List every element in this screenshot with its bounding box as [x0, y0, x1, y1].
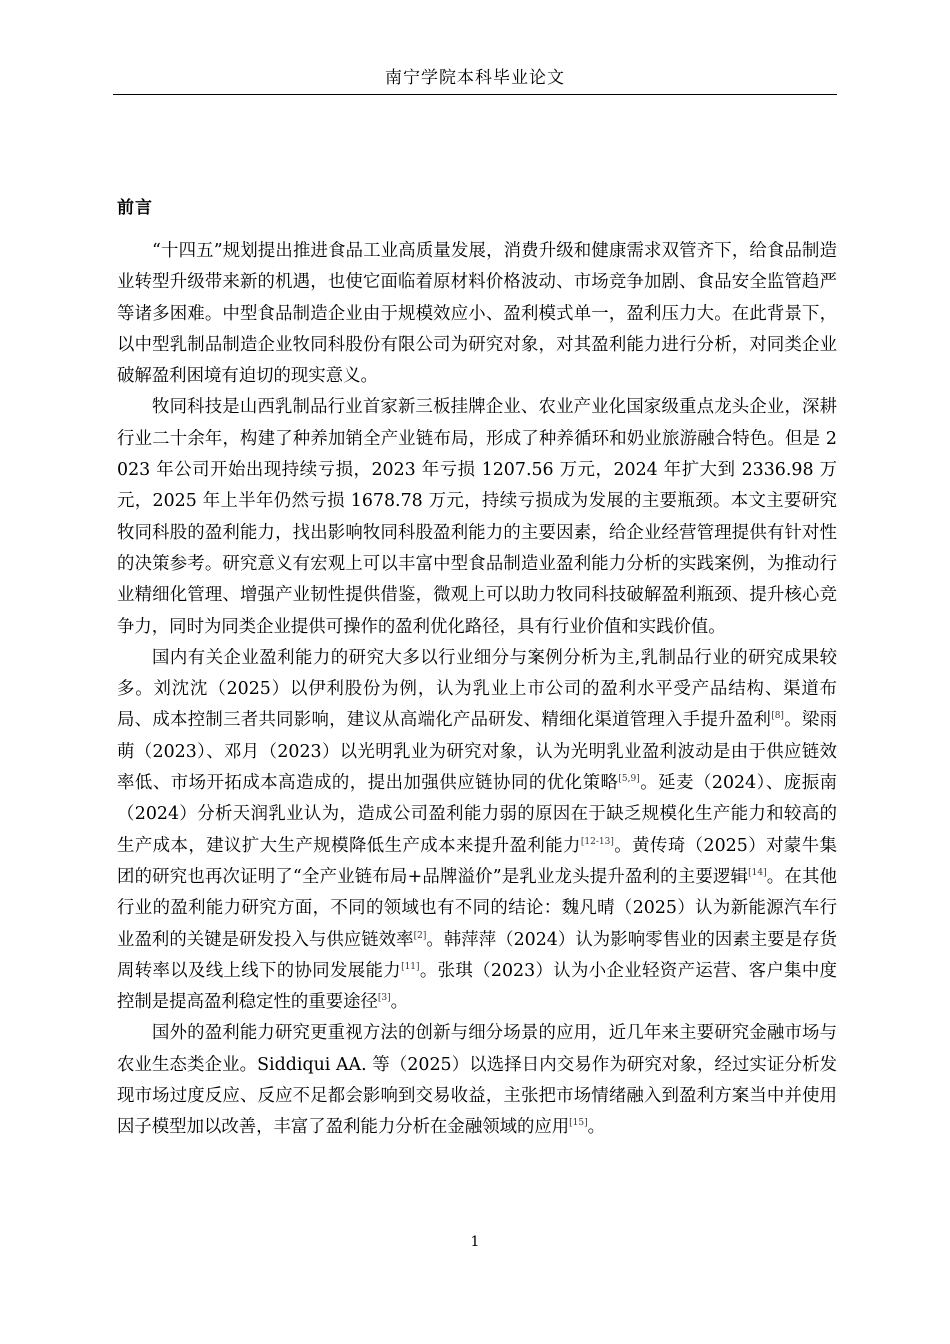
citation-ref: [11] [401, 961, 420, 972]
section-title: 前言 [117, 198, 153, 218]
citation-ref: [3] [377, 993, 391, 1004]
body-text [117, 236, 837, 1144]
paragraph-text: 。 [587, 1117, 606, 1138]
paragraph-text: 。梁雨萌（2023）、邓月（2023）以光明乳业为研究对象，认为光明乳业盈利波动是由于供应链效率低、市场开拓成本高造成的，提出加强供应链协同的优化策略 [117, 710, 837, 794]
citation-ref: [12-13] [580, 836, 614, 847]
paragraph-text: 。延麦（2024）、庞振南（2024）分析天润乳业认为，造成公司盈利能力弱的原因在于缺乏规模化生产能力和较高的生产成本，建议扩大生产规模降低生产成本来提升盈利能力 [117, 773, 837, 856]
paragraph-text: 。韩萍萍（2024）认为影响零售业的因素主要是存货周转率以及线上线下的协同发展能力 [117, 929, 837, 981]
paragraph-text: 国外的盈利能力研究更重视方法的创新与细分场景的应用，近几年来主要研究金融市场与农业生态类企业。Siddiqui AA. 等（2025）以选择日内交易作为研究对象，经过实证分析发现市场过度反应、反应不足都会影响到交易收益，主张把市场情绪融入到盈利方案当中并使用因子模型加以改善，丰富了盈利能力分析在金融领域的应用 [117, 1023, 837, 1138]
citation-ref: [2] [413, 930, 427, 941]
paragraph-text: 。张琪（2023）认为小企业轻资产运营、客户集中度控制是提高盈利稳定性的重要途径 [117, 960, 837, 1013]
citation-ref: [5,9] [618, 774, 640, 785]
paragraph-text: 。黄传琦（2025）对蒙牛集团的研究也再次证明了“全产业链布局+品牌溢价”是乳业龙头提升盈利的主要逻辑 [117, 835, 837, 887]
paragraph-text: 国内有关企业盈利能力的研究大多以行业细分与案例分析为主,乳制品行业的研究成果较多。刘沈沈（2025）以伊利股份为例，认为乳业上市公司的盈利水平受产品结构、渠道布局、成本控制三者共同影响，建议从高端化产品研发、精细化渠道管理入手提升盈利 [117, 647, 837, 731]
citation-ref: [15] [569, 1118, 588, 1129]
citation-ref: [14] [748, 867, 767, 878]
header-divider [113, 94, 837, 95]
paragraph [117, 1018, 837, 1143]
paragraph-text: 。在其他行业的盈利能力研究方面，不同的领域也有不同的结论：魏凡晴（2025）认为新能源汽车行业盈利的关键是研发投入与供应链效率 [117, 866, 837, 950]
paragraph-text: “十四五”规划提出推进食品工业高质量发展，消费升级和健康需求双管齐下，给食品制造业转型升级带来新的机遇，也使它面临着原材料价格波动、市场竞争加剧、食品安全监管趋严等诸多困难。中型食品制造企业由于规模效应小、盈利模式单一，盈利压力大。在此背景下，以中型乳制品制造企业牧同科股份有限公司为研究对象，对其盈利能力进行分析，对同类企业破解盈利困境有迫切的现实意义。 [117, 241, 837, 387]
paragraph-text: 牧同科技是山西乳制品行业首家新三板挂牌企业、农业产业化国家级重点龙头企业，深耕行业二十余年，构建了种养加销全产业链布局，形成了种养循环和奶业旅游融合特色。但是 2023 年公司开始出现持续亏损，2023 年亏损 1207.56 万元，2024 年扩大到 2336.98 万元，2025 年上半年仍然亏损 1678.78 万元，持续亏损成为发展的主要瓶颈。本文主要研究牧同科股的盈利能力，找出影响牧同科股盈利能力的主要因素，给企业经营管理提供有针对性的决策参考。研究意义有宏观上可以丰富中型食品制造业盈利能力分析的实践案例，为推动行业精细化管理、增强产业韧性提供借鉴，微观上可以助力牧同科技破解盈利瓶颈、提升核心竞争力，同时为同类企业提供可操作的盈利优化路径，具有行业价值和实践价值。 [117, 397, 837, 637]
page-header: 南宁学院本科毕业论文 [385, 68, 565, 88]
paragraph [117, 392, 837, 642]
paragraph-text: 。 [390, 992, 409, 1013]
page-number: 1 [470, 1234, 480, 1250]
paragraph [117, 236, 837, 392]
citation-ref: [8] [771, 711, 784, 722]
paragraph [117, 643, 837, 1019]
